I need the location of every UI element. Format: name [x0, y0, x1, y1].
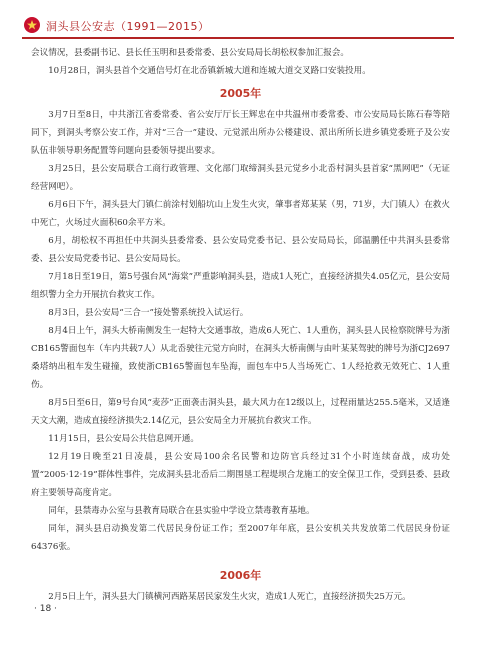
- page-header: [0, 0, 480, 40]
- year-heading-2005: 2005年: [219, 87, 262, 100]
- main-text: [31, 44, 450, 606]
- paragraph: 同年，县禁毒办公室与县教育局联合在县实验中学设立禁毒教育基地。: [48, 506, 315, 516]
- paragraph: 10月28日，洞头县首个交通信号灯在北岙镇新城大道和连城大道交叉路口安装投用。: [48, 66, 371, 76]
- page-number: · 18 ·: [34, 604, 57, 614]
- paragraph: 6月，胡松权不再担任中共洞头县委常委、县公安局党委书记、县公安局局长，邱温鹏任中共洞头县委常委、县公安局党委书记、县公安局局长。: [31, 236, 450, 264]
- paragraph: 8月4日上午，洞头大桥南侧发生一起特大交通事故，造成6人死亡、1人重伤，洞头县人民检察院牌号为浙CB165警面包车（车内共载7人）从北岙驶往元觉方向时，在洞头大桥南侧与由叶某某驾驶的牌号为浙CJ2697桑塔纳出租车发生碰撞，致使浙CB165警面包车坠海，面包车中5人当场死亡、1人经抢救无效死亡、1人重伤。: [31, 326, 450, 390]
- police-emblem-icon: [24, 17, 40, 33]
- star-icon: [26, 19, 38, 31]
- book-title: 洞头县公安志（1991—2015）: [46, 20, 210, 33]
- header-rule: [22, 37, 454, 39]
- paragraph: 12月19日晚至21日凌晨，县公安局100余名民警和边防官兵经过31个小时连续奋战，成功处置“2005·12·19”群体性事件，完成洞头县北岙后二期围垦工程堤坝合龙施工的安全保卫工作，受到县委、县政府主要领导高度肯定。: [31, 452, 450, 498]
- paragraph: 6月6日下午，洞头县大门镇仁前涂村划船坑山上发生火灾，肇事者郑某某（男，71岁，大门镇人）在救火中死亡，火场过火面积60余平方米。: [31, 200, 450, 228]
- year-heading-2006: 2006年: [219, 569, 262, 582]
- paragraph: 7月18日至19日，第5号强台风“海棠”严重影响洞头县，造成1人死亡，直接经济损失4.05亿元，县公安局组织警力全力开展抗台救灾工作。: [31, 272, 450, 300]
- paragraph: 8月3日，县公安局“三合一”接处警系统投入试运行。: [48, 308, 249, 318]
- paragraph: 同年，洞头县启动换发第二代居民身份证工作；至2007年年底，县公安机关共发放第二代居民身份证64376张。: [31, 524, 450, 552]
- paragraph: 2月5日上午，洞头县大门镇横河西路某居民家发生火灾，造成1人死亡，直接经济损失25万元。: [48, 592, 411, 602]
- paragraph: 会议情况，县委副书记、县长任玉明和县委常委、县公安局局长胡松权参加汇报会。: [31, 48, 349, 58]
- paragraph: 8月5日至6日，第9号台风“麦莎”正面袭击洞头县，最大风力在12级以上，过程雨量达255.5毫米，又适逢天文大潮，造成直接经济损失2.14亿元，县公安局全力开展抗台救灾工作。: [31, 398, 450, 426]
- paragraph: 11月15日，县公安局公共信息网开通。: [48, 434, 199, 444]
- paragraph: 3月25日，县公安局联合工商行政管理、文化部门取缔洞头县元觉乡小北岙村洞头县首家“黑网吧”（无证经营网吧）。: [31, 164, 450, 192]
- paragraph: 3月7日至8日，中共浙江省委常委、省公安厅厅长王辉忠在中共温州市委常委、市公安局局长陈石春等陪同下，到洞头考察公安工作，并对“三合一”建设、元觉派出所办公楼建设、派出所所长进乡镇党委班子及公安队伍非领导职务配置等问题向县委领导提出要求。: [31, 110, 450, 156]
